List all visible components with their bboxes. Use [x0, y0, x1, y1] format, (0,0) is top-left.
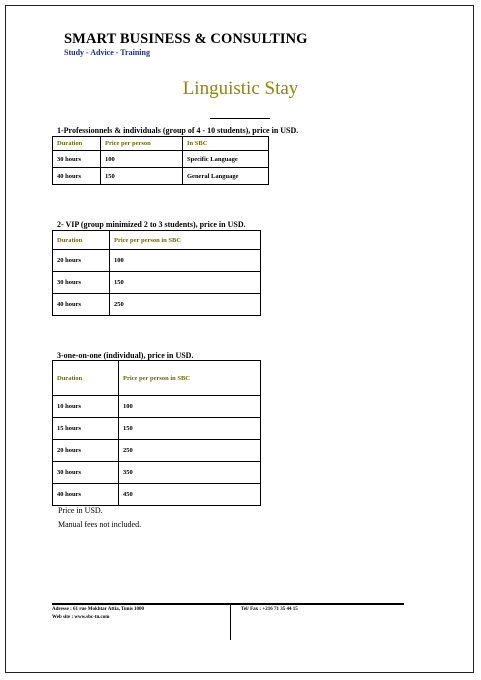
- table-row: [53, 418, 261, 440]
- column-header: Price per person: [101, 137, 183, 151]
- footer-divider: [52, 603, 404, 605]
- table-row: [53, 440, 261, 462]
- section3-heading: 3-one-on-one (individual), price in USD.: [57, 351, 194, 360]
- table-row: [53, 168, 269, 185]
- table-header-row: [53, 361, 261, 396]
- company-tagline: Study - Advice - Training: [64, 48, 150, 57]
- table-cell: 30 hours: [53, 272, 110, 294]
- page-frame: [5, 5, 474, 673]
- table-header-row: [53, 137, 269, 151]
- table-cell: 100: [119, 396, 261, 418]
- footer-website: Web site : www.sbc-tn.com: [52, 615, 110, 620]
- table-cell: 100: [101, 151, 183, 168]
- price-currency-note: Price in USD.: [58, 506, 103, 515]
- section1-heading: 1-Professionnels & individuals (group of 4 - 10 students), price in USD.: [57, 126, 299, 135]
- section2-heading: 2- VIP (group minimized 2 to 3 students), price in USD.: [57, 220, 246, 229]
- footer-address: Adresse : 61 rue Mokhtar Attia, Tunis 1000: [52, 607, 145, 612]
- table-cell: 100: [110, 250, 261, 272]
- table-cell: 20 hours: [53, 440, 119, 462]
- table-header-row: [53, 231, 261, 250]
- individual-price-table: [52, 360, 261, 506]
- table-cell: 15 hours: [53, 418, 119, 440]
- table-cell: 250: [119, 440, 261, 462]
- column-header: In SBC: [183, 137, 269, 151]
- column-header: Duration: [53, 137, 101, 151]
- column-header: Duration: [53, 361, 119, 396]
- table-cell: 350: [119, 462, 261, 484]
- column-header: Price per person in SBC: [119, 361, 261, 396]
- table-row: [53, 396, 261, 418]
- group-price-table: [52, 136, 269, 185]
- table-row: [53, 151, 269, 168]
- table-cell: 150: [119, 418, 261, 440]
- table-cell: 30 hours: [53, 151, 101, 168]
- column-header: Duration: [53, 231, 110, 250]
- table-row: [53, 462, 261, 484]
- vip-price-table: [52, 230, 261, 316]
- table-row: [53, 294, 261, 316]
- table-cell: 450: [119, 484, 261, 506]
- company-name: SMART BUSINESS & CONSULTING: [64, 31, 308, 47]
- table-row: [53, 250, 261, 272]
- table-row: [53, 484, 261, 506]
- table-cell: Specific Language: [183, 151, 269, 168]
- footer-phone: Tel/ Fax : +216 71 35 44 15: [241, 607, 298, 612]
- table-cell: 150: [110, 272, 261, 294]
- table-cell: 40 hours: [53, 294, 110, 316]
- table-cell: 30 hours: [53, 462, 119, 484]
- table-cell: General Language: [183, 168, 269, 185]
- table-cell: 250: [110, 294, 261, 316]
- table-cell: 40 hours: [53, 168, 101, 185]
- title-underline: [210, 118, 270, 119]
- table-row: [53, 272, 261, 294]
- table-cell: 40 hours: [53, 484, 119, 506]
- document-title: Linguistic Stay: [182, 78, 299, 99]
- footer-vertical-divider: [230, 603, 231, 640]
- table-cell: 20 hours: [53, 250, 110, 272]
- fees-note: Manual fees not included.: [58, 520, 142, 529]
- table-cell: 150: [101, 168, 183, 185]
- column-header: Price per person in SBC: [110, 231, 261, 250]
- table-cell: 10 hours: [53, 396, 119, 418]
